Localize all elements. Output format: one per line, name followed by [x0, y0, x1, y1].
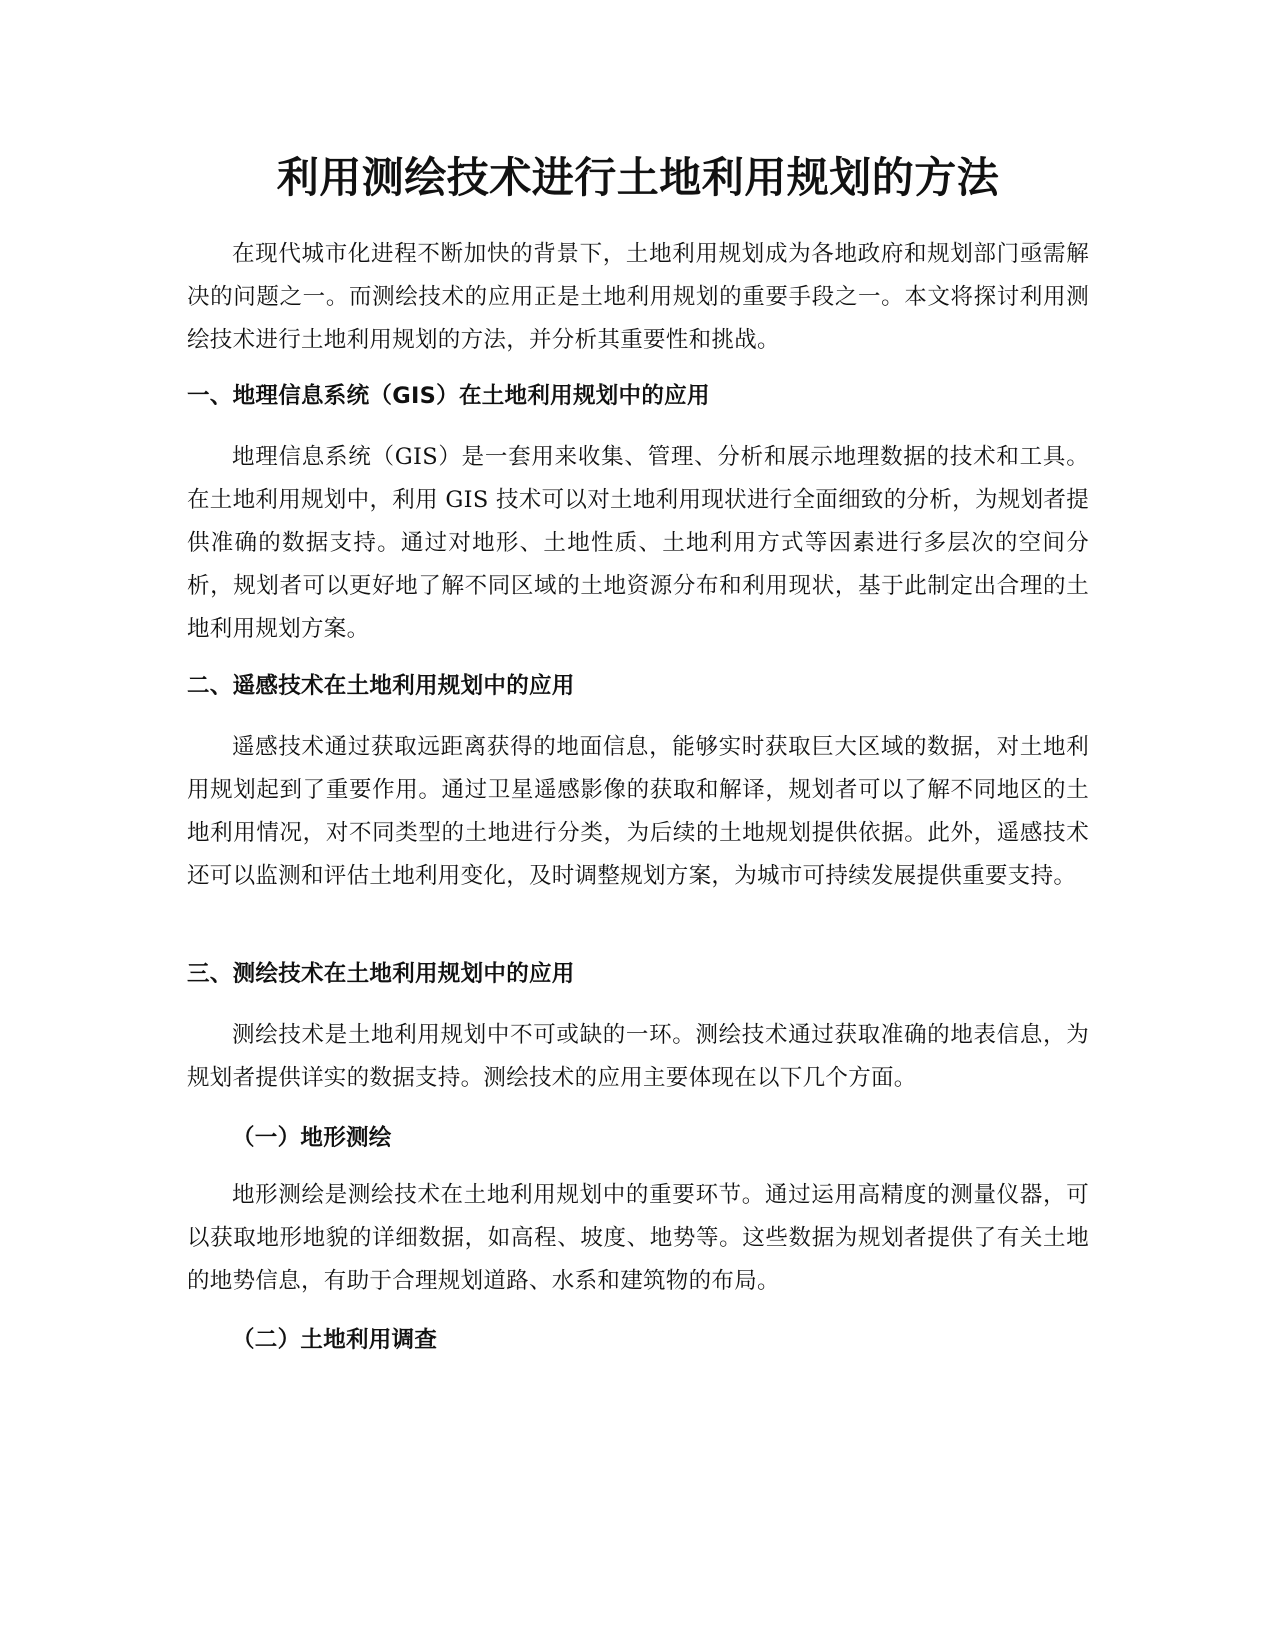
section-3-paragraph: 测绘技术是土地利用规划中不可或缺的一环。测绘技术通过获取准确的地表信息，为规划者提供详实的数据支持。测绘技术的应用主要体现在以下几个方面。	[187, 1022, 1089, 1091]
section-1-paragraph: 地理信息系统（GIS）是一套用来收集、管理、分析和展示地理数据的技术和工具。在土地利用规划中，利用 GIS 技术可以对土地利用现状进行全面细致的分析，为规划者提供准确的数据支持。通过对地形、土地性质、土地利用方式等因素进行多层次的空间分析，规划者可以更好地了解不同区域的土地资源分布和利用现状，基于此制定出合理的土地利用规划方案。	[187, 444, 1089, 642]
subsection-1-heading: （一）地形测绘	[232, 1125, 392, 1151]
section-3-heading: 三、测绘技术在土地利用规划中的应用	[187, 961, 575, 987]
subsection-2-heading: （二）土地利用调查	[232, 1327, 438, 1353]
page-title: 利用测绘技术进行土地利用规划的方法	[276, 153, 1000, 202]
section-1-heading: 一、地理信息系统（GIS）在土地利用规划中的应用	[187, 383, 710, 409]
section-2-heading: 二、遥感技术在土地利用规划中的应用	[187, 673, 575, 699]
subsection-1-paragraph: 地形测绘是测绘技术在土地利用规划中的重要环节。通过运用高精度的测量仪器，可以获取地形地貌的详细数据，如高程、坡度、地势等。这些数据为规划者提供了有关土地的地势信息，有助于合理规划道路、水系和建筑物的布局。	[187, 1182, 1089, 1294]
section-2-paragraph: 遥感技术通过获取远距离获得的地面信息，能够实时获取巨大区域的数据，对土地利用规划起到了重要作用。通过卫星遥感影像的获取和解译，规划者可以了解不同地区的土地利用情况，对不同类型的土地进行分类，为后续的土地规划提供依据。此外，遥感技术还可以监测和评估土地利用变化，及时调整规划方案，为城市可持续发展提供重要支持。	[187, 734, 1089, 889]
intro-paragraph: 在现代城市化进程不断加快的背景下，土地利用规划成为各地政府和规划部门亟需解决的问题之一。而测绘技术的应用正是土地利用规划的重要手段之一。本文将探讨利用测绘技术进行土地利用规划的方法，并分析其重要性和挑战。	[187, 241, 1089, 353]
